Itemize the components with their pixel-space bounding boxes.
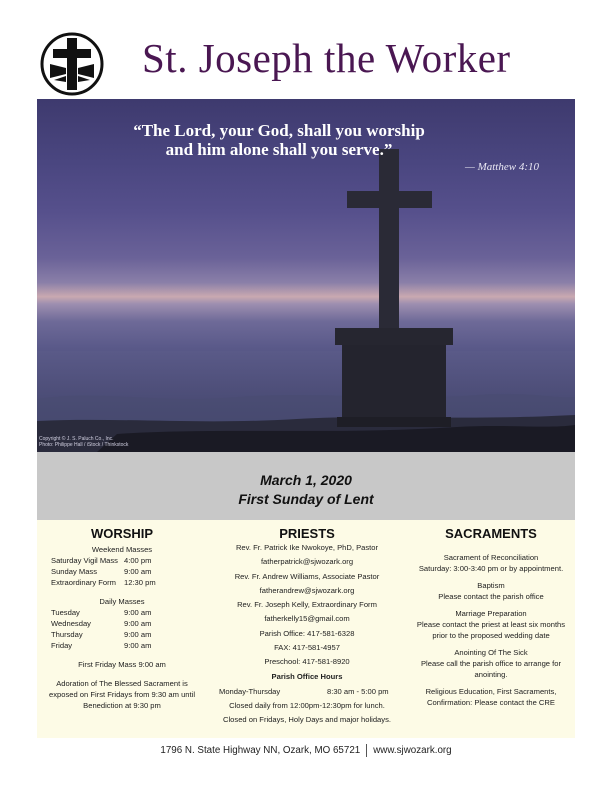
mass-label: Thursday bbox=[51, 630, 83, 639]
mass-time: 12:30 pm bbox=[124, 578, 156, 587]
mass-label: Tuesday bbox=[51, 608, 80, 617]
sacraments-column bbox=[407, 520, 575, 738]
priests-heading: PRIESTS bbox=[279, 526, 335, 541]
mass-time: 4:00 pm bbox=[124, 556, 152, 565]
closed-lunch-note: Closed daily from 12:00pm-12:30pm for lunch. bbox=[229, 700, 385, 710]
office-hours-row bbox=[207, 686, 407, 697]
priest-email[interactable]: fatherkelly15@gmail.com bbox=[264, 614, 350, 624]
first-friday-mass: First Friday Mass 9:00 am bbox=[78, 660, 166, 669]
office-hours-time: 8:30 am - 5:00 pm bbox=[327, 686, 389, 696]
mass-row bbox=[37, 555, 207, 566]
sacrament-title: Baptism bbox=[477, 581, 505, 590]
parish-title: St. Joseph the Worker bbox=[142, 35, 511, 81]
liturgical-occasion: First Sunday of Lent bbox=[238, 491, 374, 507]
sacrament-body: Please call the parish office to arrange for anointing. bbox=[420, 659, 561, 679]
copyright-line-1: Copyright © J. S. Paluch Co., Inc. bbox=[39, 436, 114, 442]
parish-website[interactable]: www.sjwozark.org bbox=[373, 745, 452, 757]
mass-label: Friday bbox=[51, 641, 73, 650]
priest-email[interactable]: fatherpatrick@sjwozark.org bbox=[260, 557, 354, 567]
sacrament-body: Saturday: 3:00-3:40 pm or by appointment. bbox=[418, 564, 564, 573]
image-copyright bbox=[39, 436, 128, 448]
priest-email[interactable]: fatherandrew@sjwozark.org bbox=[259, 585, 355, 595]
mass-time: 9:00 am bbox=[124, 619, 152, 628]
bulletin-date: March 1, 2020 bbox=[260, 472, 352, 488]
worship-column bbox=[37, 520, 207, 738]
office-hours-heading: Parish Office Hours bbox=[271, 672, 343, 682]
quote-line-1: “The Lord, your God, shall you worship bbox=[133, 121, 425, 140]
mass-label: Saturday Vigil Mass bbox=[51, 556, 118, 565]
priest-info-line: Rev. Fr. Andrew Williams, Associate Pastor bbox=[234, 571, 380, 581]
sacrament-item bbox=[407, 608, 575, 641]
sacrament-body: Please contact the parish office bbox=[438, 592, 544, 601]
sacrament-title: Sacrament of Reconciliation bbox=[443, 553, 539, 562]
daily-masses-heading: Daily Masses bbox=[99, 597, 145, 606]
weekend-masses-heading: Weekend Masses bbox=[91, 545, 153, 554]
footer-divider bbox=[366, 744, 367, 757]
priest-info-line: Rev. Fr. Patrick Ike Nwokoye, PhD, Pastor bbox=[235, 543, 379, 552]
mass-time: 9:00 am bbox=[124, 641, 152, 650]
office-hours-days: Monday-Thursday bbox=[219, 686, 281, 696]
mass-row bbox=[37, 566, 207, 577]
closed-holidays-note: Closed on Fridays, Holy Days and major holidays. bbox=[223, 714, 391, 724]
sacrament-title: Religious Education, First Sacraments, Confirmation: Please contact the CRE bbox=[425, 687, 557, 707]
sacrament-item bbox=[407, 686, 575, 708]
mass-row bbox=[37, 618, 207, 629]
date-band bbox=[37, 452, 575, 520]
sacrament-item bbox=[407, 647, 575, 680]
sacrament-title: Anointing Of The Sick bbox=[454, 648, 528, 657]
parish-address: 1796 N. State Highway NN, Ozark, MO 65721 bbox=[160, 745, 361, 757]
mass-row bbox=[37, 640, 207, 651]
quote-line-2: and him alone shall you serve.” bbox=[165, 140, 393, 159]
mass-time: 9:00 am bbox=[124, 608, 152, 617]
sacrament-title: Marriage Preparation bbox=[455, 609, 527, 618]
mass-time: 9:00 am bbox=[124, 630, 152, 639]
priests-column bbox=[207, 520, 407, 738]
mass-label: Extraordinary Form bbox=[51, 578, 116, 587]
sacraments-heading: SACRAMENTS bbox=[445, 526, 537, 541]
adoration-line-2: exposed on First Fridays from 9:30 am until bbox=[48, 690, 196, 699]
preschool-phone: Preschool: 417-581-8920 bbox=[264, 657, 350, 667]
mass-label: Sunday Mass bbox=[51, 567, 98, 576]
worship-heading: WORSHIP bbox=[90, 526, 154, 541]
adoration-line-1: Adoration of The Blessed Sacrament is bbox=[56, 679, 188, 688]
parish-office-phone: Parish Office: 417-581-6328 bbox=[259, 628, 355, 638]
mass-row bbox=[37, 577, 207, 588]
priest-info-line: Rev. Fr. Joseph Kelly, Extraordinary Form bbox=[237, 600, 377, 610]
sacrament-item bbox=[407, 580, 575, 602]
mass-row bbox=[37, 629, 207, 640]
footer bbox=[0, 744, 612, 757]
copyright-line-2: Photo: Philippe Hall / iStock / Thinkstock bbox=[39, 442, 129, 448]
sacrament-item bbox=[407, 552, 575, 574]
parish-logo bbox=[40, 32, 104, 96]
sacrament-body: Please contact the priest at least six months prior to the proposed wedding date bbox=[416, 620, 566, 640]
scripture-citation: — Matthew 4:10 bbox=[465, 161, 539, 173]
mass-time: 9:00 am bbox=[124, 567, 152, 576]
adoration-line-3: Benediction at 9:30 pm bbox=[83, 701, 161, 710]
mass-row bbox=[37, 607, 207, 618]
info-columns bbox=[37, 520, 575, 738]
mass-label: Wednesday bbox=[51, 619, 91, 628]
scripture-quote bbox=[89, 121, 469, 159]
fax-number: FAX: 417-581-4957 bbox=[274, 643, 340, 653]
hero-image bbox=[37, 99, 575, 452]
